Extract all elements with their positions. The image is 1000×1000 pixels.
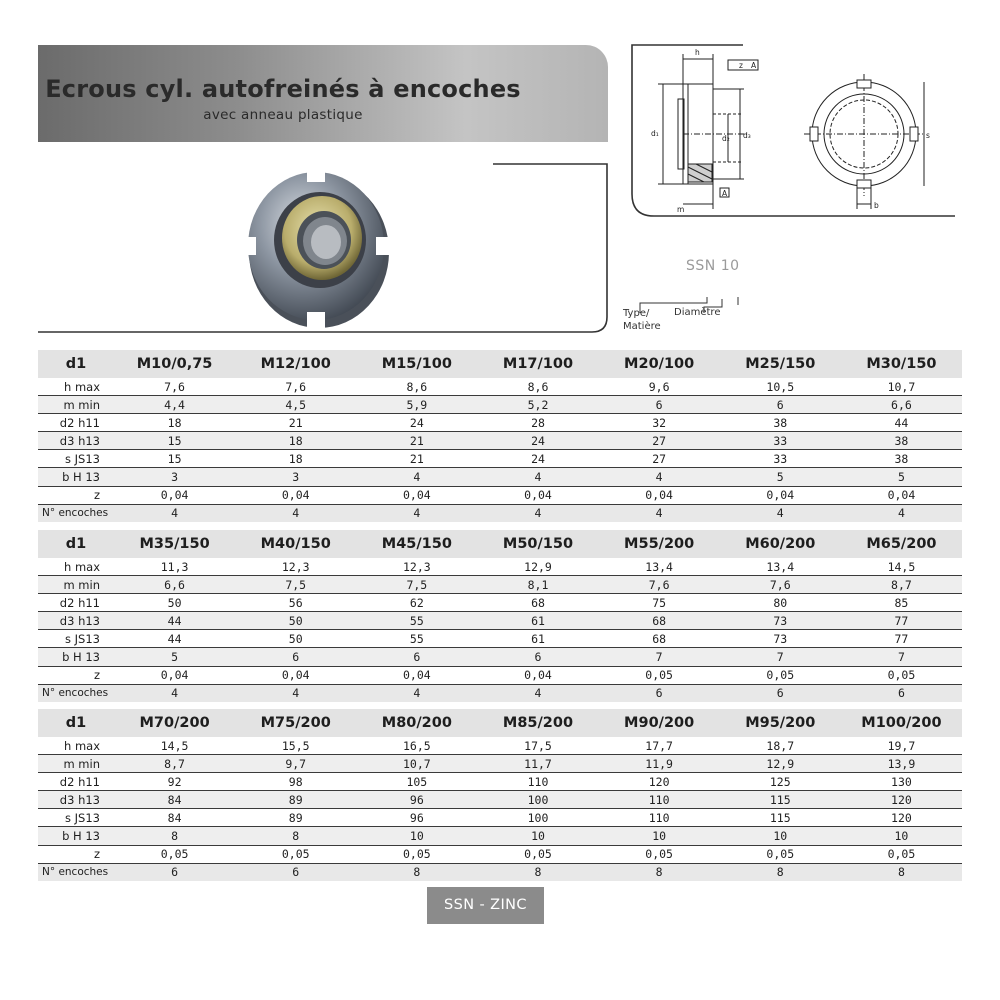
table-cell: 8 <box>599 863 720 881</box>
table-cell: 4 <box>599 504 720 522</box>
table-cell: 0,05 <box>477 845 598 863</box>
table-cell: 44 <box>841 414 962 432</box>
table-cell: 8 <box>114 827 235 845</box>
table-row <box>38 468 962 486</box>
table-cell: 98 <box>235 773 356 791</box>
table-cell: 62 <box>356 594 477 612</box>
column-header: M20/100 <box>599 350 720 378</box>
table-header-row <box>38 530 962 558</box>
column-header: M85/200 <box>477 709 598 737</box>
table-cell: 0,04 <box>356 486 477 504</box>
table-row <box>38 594 962 612</box>
table-cell: 4 <box>477 504 598 522</box>
table-cell: 105 <box>356 773 477 791</box>
drawing-frame <box>632 45 955 216</box>
table-cell: 61 <box>477 630 598 648</box>
table-cell: 100 <box>477 809 598 827</box>
column-header: M90/200 <box>599 709 720 737</box>
column-header-d1: d1 <box>38 709 114 737</box>
table-cell: 4,4 <box>114 396 235 414</box>
table-cell: 7,6 <box>114 378 235 396</box>
table-cell: 0,05 <box>841 845 962 863</box>
table-cell: 33 <box>720 432 841 450</box>
table-cell: 89 <box>235 791 356 809</box>
column-header: M17/100 <box>477 350 598 378</box>
table-cell: 0,04 <box>841 486 962 504</box>
table-cell: 8,1 <box>477 576 598 594</box>
table-row <box>38 396 962 414</box>
table-cell: 56 <box>235 594 356 612</box>
table-cell: 89 <box>235 809 356 827</box>
product-photo <box>38 162 608 334</box>
table-cell: 110 <box>599 809 720 827</box>
table-cell: 9,6 <box>599 378 720 396</box>
table-row <box>38 612 962 630</box>
spec-table-3 <box>38 709 962 881</box>
table-row <box>38 414 962 432</box>
row-label: z <box>38 845 114 863</box>
table-cell: 6 <box>235 863 356 881</box>
table-cell: 0,04 <box>599 486 720 504</box>
table-row <box>38 666 962 684</box>
table-cell: 80 <box>720 594 841 612</box>
table-cell: 33 <box>720 450 841 468</box>
order-code-legend <box>612 255 772 340</box>
product-photo-area <box>38 162 608 334</box>
table-cell: 38 <box>841 432 962 450</box>
table-cell: 6 <box>720 684 841 702</box>
table-cell: 68 <box>477 594 598 612</box>
table-row <box>38 773 962 791</box>
table-cell: 8,7 <box>114 755 235 773</box>
table-cell: 0,05 <box>599 666 720 684</box>
table-cell: 15 <box>114 450 235 468</box>
row-label: m min <box>38 755 114 773</box>
table-cell: 55 <box>356 630 477 648</box>
table-cell: 7 <box>841 648 962 666</box>
table-cell: 6 <box>114 863 235 881</box>
table-cell: 12,9 <box>720 755 841 773</box>
table-row <box>38 450 962 468</box>
column-header: M95/200 <box>720 709 841 737</box>
table-cell: 0,05 <box>235 845 356 863</box>
table-cell: 5,2 <box>477 396 598 414</box>
table-cell: 50 <box>235 630 356 648</box>
table-cell: 6,6 <box>841 396 962 414</box>
code-diameter-label: Diamètre <box>674 307 721 318</box>
table-cell: 15 <box>114 432 235 450</box>
table-cell: 75 <box>599 594 720 612</box>
table-cell: 4,5 <box>235 396 356 414</box>
table-cell: 44 <box>114 630 235 648</box>
column-header: M10/0,75 <box>114 350 235 378</box>
table-cell: 13,9 <box>841 755 962 773</box>
code-example: SSN 10 <box>686 258 740 274</box>
table-cell: 120 <box>841 809 962 827</box>
table-cell: 44 <box>114 612 235 630</box>
table-cell: 24 <box>477 450 598 468</box>
table-cell: 7,5 <box>356 576 477 594</box>
technical-drawing <box>628 44 956 219</box>
column-header: M70/200 <box>114 709 235 737</box>
column-header: M55/200 <box>599 530 720 558</box>
table-cell: 12,9 <box>477 558 598 576</box>
table-row <box>38 737 962 755</box>
table-cell: 4 <box>599 468 720 486</box>
table-cell: 4 <box>356 468 477 486</box>
table-cell: 92 <box>114 773 235 791</box>
table-cell: 6 <box>720 396 841 414</box>
table-cell: 0,04 <box>114 666 235 684</box>
table-cell: 6,6 <box>114 576 235 594</box>
table-row <box>38 827 962 845</box>
spec-table-2 <box>38 530 962 702</box>
table-cell: 0,04 <box>114 486 235 504</box>
table-cell: 0,04 <box>235 486 356 504</box>
table-cell: 4 <box>477 468 598 486</box>
table-cell: 9,7 <box>235 755 356 773</box>
table-cell: 84 <box>114 791 235 809</box>
table-cell: 85 <box>841 594 962 612</box>
table-cell: 24 <box>477 432 598 450</box>
column-header: M80/200 <box>356 709 477 737</box>
table-cell: 100 <box>477 791 598 809</box>
table-cell: 0,05 <box>356 845 477 863</box>
label-a-bottom: A <box>722 189 728 198</box>
table-cell: 68 <box>599 612 720 630</box>
header-banner <box>38 45 608 142</box>
drawing-labels <box>651 48 757 214</box>
table-cell: 27 <box>599 450 720 468</box>
table-cell: 50 <box>235 612 356 630</box>
table-cell: 6 <box>235 648 356 666</box>
table-cell: 6 <box>477 648 598 666</box>
label-z: z <box>739 61 743 70</box>
table-cell: 18 <box>235 432 356 450</box>
table-row <box>38 576 962 594</box>
front-view <box>804 74 924 209</box>
column-header: M30/150 <box>841 350 962 378</box>
table-cell: 16,5 <box>356 737 477 755</box>
table-cell: 84 <box>114 809 235 827</box>
label-b: b <box>874 201 879 210</box>
row-label: s JS13 <box>38 450 114 468</box>
row-label: d2 h11 <box>38 773 114 791</box>
table-cell: 4 <box>720 504 841 522</box>
finish-badge: SSN - ZINC <box>427 887 544 924</box>
table-cell: 13,4 <box>599 558 720 576</box>
column-header: M45/150 <box>356 530 477 558</box>
column-header-d1: d1 <box>38 350 114 378</box>
table-cell: 6 <box>599 684 720 702</box>
row-label: s JS13 <box>38 809 114 827</box>
table-cell: 0,05 <box>720 845 841 863</box>
row-label: b H 13 <box>38 648 114 666</box>
row-label: m min <box>38 576 114 594</box>
table-cell: 6 <box>599 396 720 414</box>
table-cell: 4 <box>235 504 356 522</box>
table-cell: 21 <box>356 432 477 450</box>
row-label: N° encoches <box>38 504 114 522</box>
table-row <box>38 558 962 576</box>
table-cell: 4 <box>356 684 477 702</box>
table-cell: 77 <box>841 630 962 648</box>
label-d2: d₂ <box>722 134 730 143</box>
label-d3: d₃ <box>743 131 751 140</box>
label-m: m <box>677 205 685 214</box>
table-cell: 28 <box>477 414 598 432</box>
table-cell: 120 <box>599 773 720 791</box>
table-cell: 4 <box>841 504 962 522</box>
table-cell: 7,6 <box>720 576 841 594</box>
column-header-d1: d1 <box>38 530 114 558</box>
row-label: z <box>38 666 114 684</box>
table-cell: 11,3 <box>114 558 235 576</box>
table-cell: 115 <box>720 809 841 827</box>
table-cell: 13,4 <box>720 558 841 576</box>
table-cell: 50 <box>114 594 235 612</box>
table-cell: 12,3 <box>356 558 477 576</box>
table-cell: 96 <box>356 791 477 809</box>
table-cell: 120 <box>841 791 962 809</box>
table-cell: 8 <box>356 863 477 881</box>
nut-illustration <box>240 166 392 328</box>
table-cell: 7,6 <box>235 378 356 396</box>
table-row <box>38 809 962 827</box>
table-row <box>38 863 962 881</box>
table-cell: 14,5 <box>114 737 235 755</box>
row-label: h max <box>38 737 114 755</box>
table-cell: 27 <box>599 432 720 450</box>
table-cell: 0,04 <box>477 486 598 504</box>
table-cell: 21 <box>356 450 477 468</box>
table-cell: 8 <box>720 863 841 881</box>
table-cell: 5 <box>841 468 962 486</box>
label-d1: d₁ <box>651 129 659 138</box>
table-cell: 6 <box>356 648 477 666</box>
table-cell: 0,05 <box>599 845 720 863</box>
column-header: M65/200 <box>841 530 962 558</box>
table-cell: 77 <box>841 612 962 630</box>
table-cell: 5,9 <box>356 396 477 414</box>
table-cell: 10 <box>599 827 720 845</box>
table-cell: 8 <box>477 863 598 881</box>
row-label: d3 h13 <box>38 612 114 630</box>
row-label: m min <box>38 396 114 414</box>
table-row <box>38 432 962 450</box>
table-cell: 0,05 <box>114 845 235 863</box>
table-cell: 15,5 <box>235 737 356 755</box>
code-type-label-line1: Type/ <box>623 308 650 319</box>
table-cell: 19,7 <box>841 737 962 755</box>
table-cell: 68 <box>599 630 720 648</box>
row-label: d3 h13 <box>38 791 114 809</box>
column-header: M35/150 <box>114 530 235 558</box>
table-cell: 110 <box>477 773 598 791</box>
table-cell: 24 <box>356 414 477 432</box>
row-label: N° encoches <box>38 863 114 881</box>
table-cell: 0,04 <box>356 666 477 684</box>
table-cell: 8,6 <box>477 378 598 396</box>
table-cell: 8 <box>235 827 356 845</box>
table-cell: 0,04 <box>235 666 356 684</box>
table-cell: 110 <box>599 791 720 809</box>
table-row <box>38 504 962 522</box>
column-header: M25/150 <box>720 350 841 378</box>
row-label: b H 13 <box>38 827 114 845</box>
table-cell: 7 <box>720 648 841 666</box>
table-cell: 18,7 <box>720 737 841 755</box>
table-cell: 3 <box>114 468 235 486</box>
code-type-label-line2: Matière <box>623 321 661 332</box>
table-cell: 18 <box>235 450 356 468</box>
table-cell: 4 <box>477 684 598 702</box>
table-cell: 8,6 <box>356 378 477 396</box>
table-cell: 38 <box>841 450 962 468</box>
row-label: d2 h11 <box>38 594 114 612</box>
column-header: M60/200 <box>720 530 841 558</box>
table-cell: 7,6 <box>599 576 720 594</box>
table-cell: 0,04 <box>477 666 598 684</box>
table-cell: 11,7 <box>477 755 598 773</box>
table-row <box>38 630 962 648</box>
row-label: N° encoches <box>38 684 114 702</box>
table-cell: 10 <box>356 827 477 845</box>
table-header-row <box>38 350 962 378</box>
table-cell: 14,5 <box>841 558 962 576</box>
table-cell: 8 <box>841 863 962 881</box>
column-header: M100/200 <box>841 709 962 737</box>
table-row <box>38 791 962 809</box>
table-cell: 11,9 <box>599 755 720 773</box>
spec-table-1 <box>38 350 962 522</box>
table-cell: 4 <box>114 504 235 522</box>
table-cell: 61 <box>477 612 598 630</box>
label-h: h <box>695 48 700 57</box>
table-cell: 4 <box>356 504 477 522</box>
table-cell: 115 <box>720 791 841 809</box>
table-cell: 32 <box>599 414 720 432</box>
table-cell: 8,7 <box>841 576 962 594</box>
table-cell: 10,7 <box>356 755 477 773</box>
table-cell: 7,5 <box>235 576 356 594</box>
row-label: h max <box>38 558 114 576</box>
table-row <box>38 684 962 702</box>
row-label: s JS13 <box>38 630 114 648</box>
row-label: z <box>38 486 114 504</box>
table-row <box>38 486 962 504</box>
table-cell: 21 <box>235 414 356 432</box>
table-cell: 18 <box>114 414 235 432</box>
table-cell: 3 <box>235 468 356 486</box>
table-cell: 6 <box>841 684 962 702</box>
page-title: Ecrous cyl. autofreinés à encoches <box>45 75 521 103</box>
table-cell: 17,5 <box>477 737 598 755</box>
table-cell: 10 <box>720 827 841 845</box>
table-row <box>38 845 962 863</box>
column-header: M40/150 <box>235 530 356 558</box>
table-cell: 0,04 <box>720 486 841 504</box>
page-subtitle: avec anneau plastique <box>203 107 363 123</box>
table-cell: 10,5 <box>720 378 841 396</box>
table-row <box>38 648 962 666</box>
table-cell: 5 <box>114 648 235 666</box>
table-cell: 55 <box>356 612 477 630</box>
front-view-labels <box>874 131 930 210</box>
column-header: M75/200 <box>235 709 356 737</box>
label-a-top: A <box>751 61 757 70</box>
table-cell: 38 <box>720 414 841 432</box>
table-cell: 17,7 <box>599 737 720 755</box>
table-header-row <box>38 709 962 737</box>
table-cell: 0,05 <box>720 666 841 684</box>
table-cell: 10,7 <box>841 378 962 396</box>
technical-drawing-svg <box>628 44 956 219</box>
table-cell: 0,05 <box>841 666 962 684</box>
table-cell: 7 <box>599 648 720 666</box>
table-cell: 5 <box>720 468 841 486</box>
table-cell: 130 <box>841 773 962 791</box>
table-cell: 4 <box>114 684 235 702</box>
table-row <box>38 378 962 396</box>
table-cell: 73 <box>720 630 841 648</box>
table-row <box>38 755 962 773</box>
table-cell: 12,3 <box>235 558 356 576</box>
code-type-label <box>623 307 661 333</box>
row-label: d2 h11 <box>38 414 114 432</box>
column-header: M12/100 <box>235 350 356 378</box>
table-cell: 10 <box>477 827 598 845</box>
table-cell: 73 <box>720 612 841 630</box>
table-cell: 125 <box>720 773 841 791</box>
label-s: s <box>926 131 930 140</box>
table-cell: 96 <box>356 809 477 827</box>
column-header: M50/150 <box>477 530 598 558</box>
table-cell: 10 <box>841 827 962 845</box>
column-header: M15/100 <box>356 350 477 378</box>
table-cell: 4 <box>235 684 356 702</box>
row-label: h max <box>38 378 114 396</box>
row-label: d3 h13 <box>38 432 114 450</box>
row-label: b H 13 <box>38 468 114 486</box>
